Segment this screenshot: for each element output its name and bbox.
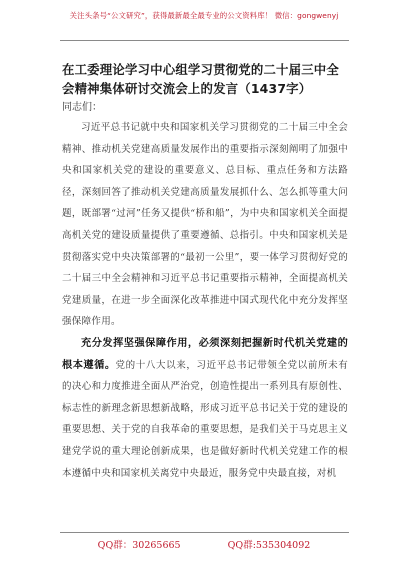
salutation: 同志们： bbox=[62, 102, 102, 113]
document-title: 在工委理论学习中心组学习贯彻党的二十届三中全会精神集体研讨交流会上的发言（1437字） bbox=[62, 62, 339, 96]
footer-qq-group-1: QQ群：30265665 bbox=[97, 540, 181, 551]
header-divider bbox=[60, 40, 349, 41]
footer-qq-group-2: QQ群:535304092 bbox=[227, 540, 311, 551]
paragraph-2 bbox=[62, 333, 348, 484]
header-banner: 关注头条号“公文研究”，获得最新最全最专业的公文资料库！ 微信：gongwenyj bbox=[69, 11, 339, 20]
footer bbox=[0, 537, 408, 551]
paragraph-2-body: 党的十八大以来，习近平总书记带领全党以前所未有的决心和力度推进全面从严治党，创造性提出一系列具有原创性、标志性的新理念新思想新战略，形成习近平总书记关于党的建设的重要思想、关于党的自我革命的重要思想，是我们关于马克思主义建党学说的重大理论创新成果，也是做好新时代机关党建工作的根本遵循中央和国家机关离党中央最近，服务党中央最直接，对机 bbox=[62, 359, 349, 479]
paragraph-2-lead: 充分发挥坚强保障作用，必须深刻把握新时代机关党建的根本遵循。 bbox=[62, 337, 348, 371]
paragraph-1: 习近平总书记就中央和国家机关学习贯彻党的二十届三中全会精神、推动机关党建高质量发展作出的重要指示深刻阐明了加强中央和国家机关党的建设的重要意义、总目标、重点任务和方法路径，深刻回答了推动机关党建高质量发展抓什么、怎么抓等重大问题，既部署“过河”任务又提供“桥和船”，为中央和国家机关全面提高机关党的建设质量提供了重要遵循、总指引。中央和国家机关是贯彻落实党中央决策部署的“最初一公里”，要一体学习贯彻好党的二十届三中全会精神和习近平总书记重要指示精神，全面提高机关党建质量，在进一步全面深化改革推进中国式现代化中充分发挥坚强保障作用。 bbox=[62, 122, 348, 328]
document-body bbox=[62, 117, 348, 484]
footer-divider bbox=[60, 532, 349, 533]
